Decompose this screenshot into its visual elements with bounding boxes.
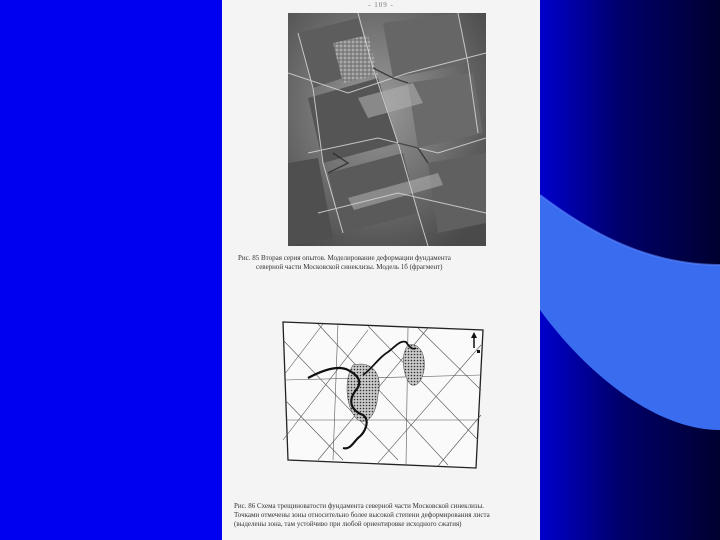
figure2-caption-line3: (выделены зона, там устойчиво при любой ориентировке исходного сжатия) [234,520,462,528]
page-number: - 109 - [368,1,394,9]
figure2-caption [234,502,534,529]
slide-background-left [0,0,222,540]
figure-photo-fractured-model [288,13,486,246]
figure1-caption-line2: северной части Московской синеклизы. Модель 1б (фрагмент) [256,263,443,271]
slide-background-right [540,0,720,540]
figure-fracture-scheme-map [278,320,488,470]
decorative-swoosh [540,0,720,540]
figure2-caption-line1: Рис. 86 Схема трещиноватости фундамента северной части Московской синеклизы. [234,502,485,510]
figure1-caption [238,254,533,272]
document-page [222,0,540,540]
figure1-caption-line1: Рис. 85 Вторая серия опытов. Моделирование деформации фундамента [238,254,451,262]
figure2-caption-line2: Точками отмечены зоны относительно более высокой степени деформирования листа [234,511,490,519]
